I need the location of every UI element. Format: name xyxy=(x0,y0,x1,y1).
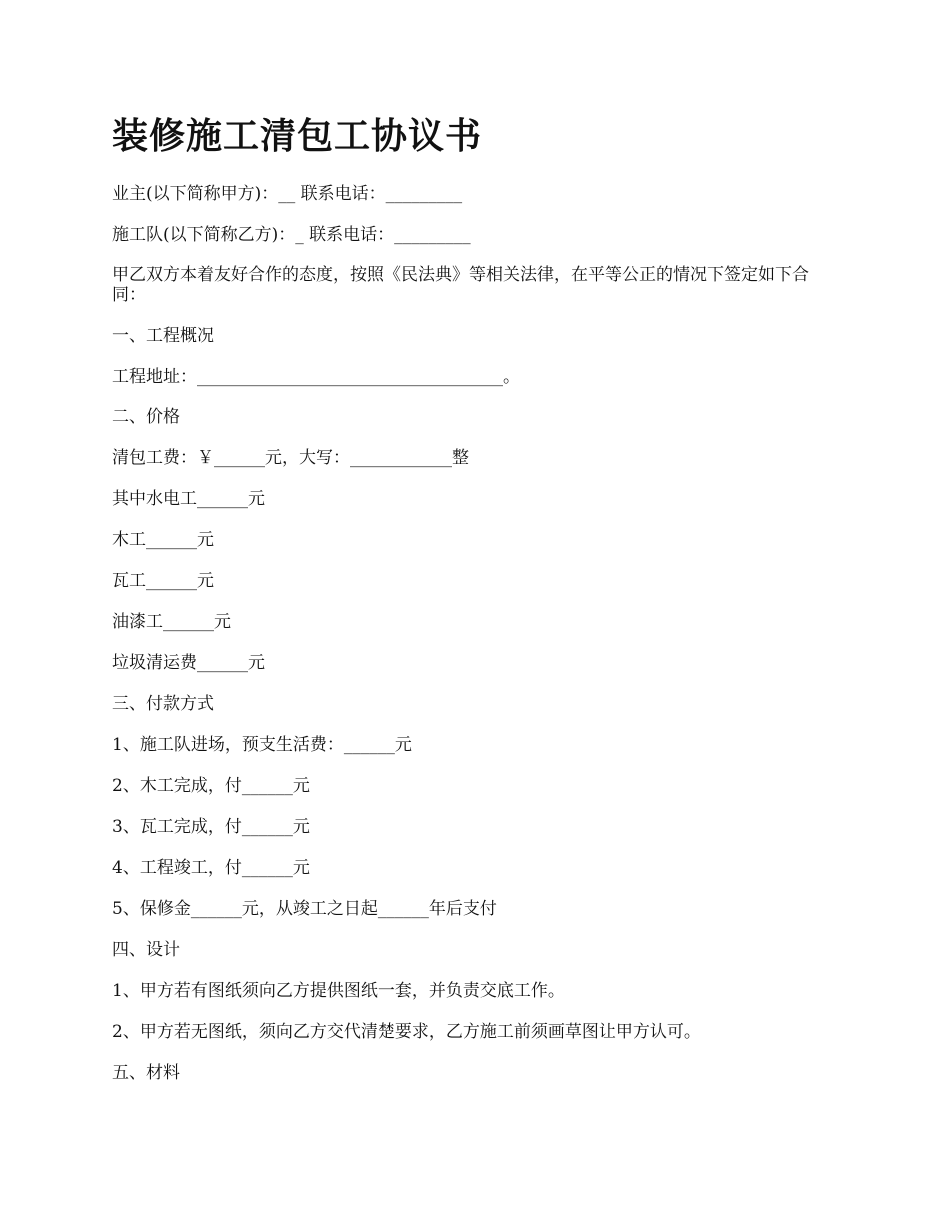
payment-item-3: 3、瓦工完成，付______元 xyxy=(112,817,310,837)
section-heading-materials: 五、材料 xyxy=(112,1063,180,1083)
payment-item-2: 2、木工完成，付______元 xyxy=(112,776,310,796)
payment-item-4: 4、工程竣工，付______元 xyxy=(112,858,310,878)
design-item-2: 2、甲方若无图纸，须向乙方交代清楚要求，乙方施工前须画草图让甲方认可。 xyxy=(112,1022,701,1042)
labor-fee-line: 清包工费：￥______元，大写：____________整 xyxy=(112,448,469,468)
section-heading-design: 四、设计 xyxy=(112,940,180,960)
painting-fee-line: 油漆工______元 xyxy=(112,612,231,632)
party-b-line: 施工队(以下简称乙方)：_ 联系电话：_________ xyxy=(112,225,471,245)
preamble-paragraph: 甲乙双方本着友好合作的态度，按照《民法典》等相关法律，在平等公正的情况下签定如下合同： xyxy=(112,265,809,305)
tiling-fee-line: 瓦工______元 xyxy=(112,571,214,591)
section-heading-price: 二、价格 xyxy=(112,407,180,427)
section-heading-payment: 三、付款方式 xyxy=(112,694,214,714)
party-a-line: 业主(以下简称甲方)：__ 联系电话：_________ xyxy=(112,184,463,204)
payment-item-1: 1、施工队进场，预支生活费：______元 xyxy=(112,735,412,755)
plumbing-electrical-fee-line: 其中水电工______元 xyxy=(112,489,265,509)
document-title: 装修施工清包工协议书 xyxy=(112,115,483,157)
payment-item-5: 5、保修金______元，从竣工之日起______年后支付 xyxy=(112,899,497,919)
waste-removal-fee-line: 垃圾清运费______元 xyxy=(112,653,265,673)
carpentry-fee-line: 木工______元 xyxy=(112,530,214,550)
section-heading-project-overview: 一、工程概况 xyxy=(112,326,214,346)
project-address-line: 工程地址：____________________________________。 xyxy=(112,367,520,387)
design-item-1: 1、甲方若有图纸须向乙方提供图纸一套，并负责交底工作。 xyxy=(112,981,565,1001)
